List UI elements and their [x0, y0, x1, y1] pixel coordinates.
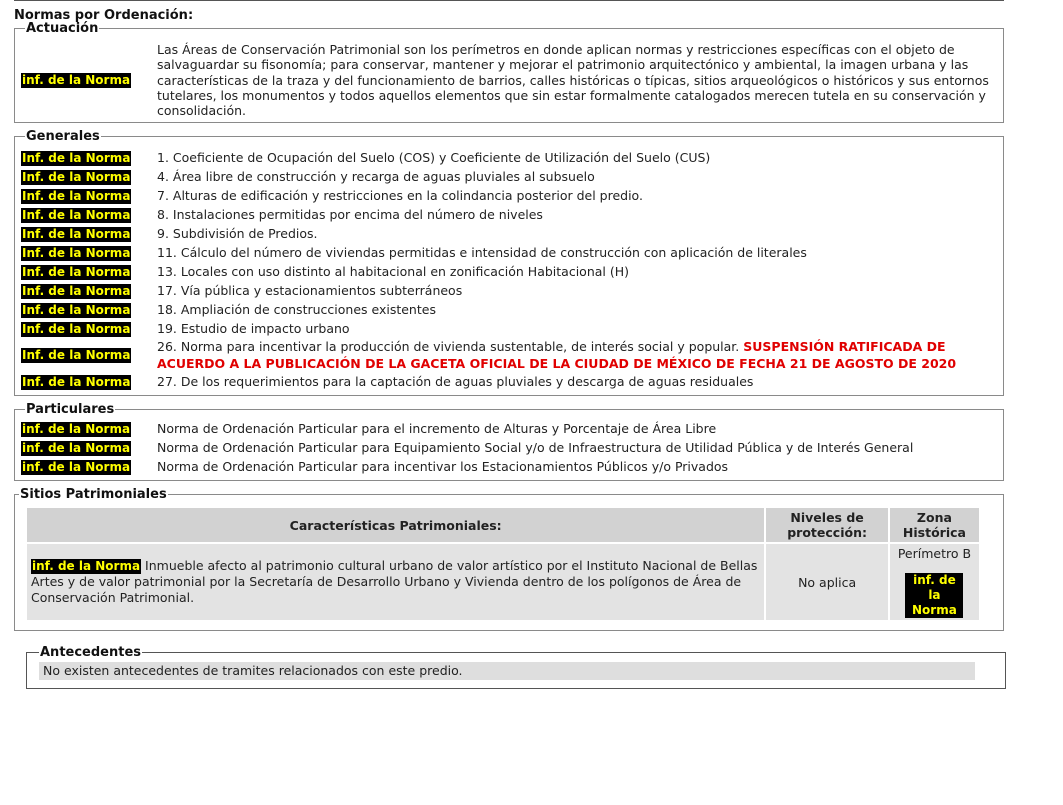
- actuacion-row: [21, 36, 997, 118]
- norma-info-button[interactable]: Inf. de la Norma: [22, 169, 131, 184]
- norma-text: 17. Vía pública y estacionamientos subterráneos: [157, 283, 463, 299]
- sitios-header-row: [27, 508, 979, 542]
- generales-list: [21, 144, 997, 338]
- generales-item: [21, 262, 997, 281]
- header-zona: Zona Histórica: [890, 508, 979, 542]
- sitios-row: [27, 544, 979, 620]
- generales-item: [21, 186, 997, 205]
- norma-info-button[interactable]: Inf. de la Norma: [22, 348, 131, 363]
- niveles-cell: No aplica: [766, 544, 888, 620]
- generales-item-27: [21, 372, 997, 391]
- norma-particular-text: Norma de Ordenación Particular para incentivar los Estacionamientos Públicos y/o Privados: [157, 459, 729, 475]
- caracteristicas-text: Inmueble afecto al patrimonio cultural urbano de valor artístico por el Instituto Nacional de Bellas Artes y de valor patrimonial por la Secretaría de Desarrollo Urbano y Vivienda dentro de los polígonos de Área de Conservación Patrimonial.: [31, 558, 758, 606]
- norma-text: 4. Área libre de construcción y recarga de aguas pluviales al subsuelo: [157, 169, 595, 185]
- norma-info-button[interactable]: Inf. de la Norma: [22, 321, 131, 336]
- antecedentes-message: No existen antecedentes de tramites relacionados con este predio.: [39, 662, 975, 680]
- particulares-item: [21, 457, 997, 476]
- actuacion-section: [14, 21, 1004, 123]
- header-caracteristicas: Características Patrimoniales:: [27, 508, 764, 542]
- norma-info-button[interactable]: inf. de la Norma: [22, 421, 131, 436]
- antecedentes-section: [26, 645, 1006, 689]
- norma-text: 13. Locales con uso distinto al habitacional en zonificación Habitacional (H): [157, 264, 630, 280]
- generales-item: [21, 148, 997, 167]
- norma-info-button[interactable]: Inf. de la Norma: [22, 207, 131, 222]
- generales-item: [21, 300, 997, 319]
- actuacion-info-button[interactable]: inf. de la Norma: [22, 73, 131, 88]
- actuacion-legend: Actuación: [26, 21, 99, 36]
- page-title: Normas por Ordenación:: [14, 8, 194, 23]
- norma-26-text: [157, 338, 997, 372]
- sitios-legend: Sitios Patrimoniales: [20, 487, 167, 503]
- norma-26-description: 26. Norma para incentivar la producción de vivienda sustentable, de interés social y popular.: [157, 339, 744, 355]
- sitios-table: [25, 506, 981, 622]
- norma-info-button[interactable]: inf. de la Norma: [22, 440, 131, 455]
- norma-particular-text: Norma de Ordenación Particular para el incremento de Alturas y Porcentaje de Área Libre: [157, 421, 717, 437]
- particulares-legend: Particulares: [26, 402, 115, 418]
- generales-item: [21, 224, 997, 243]
- generales-legend: Generales: [26, 129, 100, 145]
- antecedentes-legend: Antecedentes: [40, 645, 142, 661]
- norma-particular-text: Norma de Ordenación Particular para Equipamiento Social y/o de Infraestructura de Utilidad Pública y de Interés General: [157, 440, 914, 456]
- particulares-item: [21, 419, 997, 438]
- norma-info-button[interactable]: Inf. de la Norma: [22, 150, 131, 165]
- particulares-section: [14, 402, 1004, 481]
- caracteristicas-cell: [27, 544, 764, 620]
- norma-text: 8. Instalaciones permitidas por encima del número de niveles: [157, 207, 543, 223]
- norma-text: 11. Cálculo del número de viviendas permitidas e intensidad de construcción con aplicación de literales: [157, 245, 807, 261]
- norma-text: 1. Coeficiente de Ocupación del Suelo (COS) y Coeficiente de Utilización del Suelo (CUS): [157, 150, 711, 166]
- top-divider: [14, 0, 1004, 1]
- sitios-section: [14, 487, 1004, 631]
- norma-text: 18. Ampliación de construcciones existentes: [157, 302, 436, 318]
- generales-section: [14, 129, 1004, 396]
- norma-info-button[interactable]: inf. de la Norma: [22, 459, 131, 474]
- particulares-item: [21, 438, 997, 457]
- norma-info-button[interactable]: Inf. de la Norma: [22, 374, 131, 389]
- header-niveles: Niveles de protección:: [766, 508, 888, 542]
- generales-item: [21, 205, 997, 224]
- norma-info-button[interactable]: Inf. de la Norma: [22, 188, 131, 203]
- norma-text: 9. Subdivisión de Predios.: [157, 226, 318, 242]
- generales-item-26: [21, 338, 997, 372]
- norma-info-button[interactable]: Inf. de la Norma: [22, 264, 131, 279]
- norma-info-button[interactable]: Inf. de la Norma: [22, 283, 131, 298]
- sitios-info-button[interactable]: inf. de la Norma: [32, 559, 141, 574]
- norma-info-button[interactable]: Inf. de la Norma: [22, 245, 131, 260]
- norma-text: 7. Alturas de edificación y restricciones en la colindancia posterior del predio.: [157, 188, 643, 204]
- zona-value: Perímetro B: [897, 546, 972, 562]
- zona-info-button[interactable]: inf. de la Norma: [905, 573, 963, 618]
- suspension-notice: SUSPENSIÓN RATIFICADA DE ACUERDO A LA PUBLICACIÓN DE LA GACETA OFICIAL DE LA CIUDAD DE MÉXICO DE FECHA 21 DE AGOSTO DE 2020: [157, 339, 957, 372]
- norma-text: 19. Estudio de impacto urbano: [157, 321, 350, 337]
- norma-info-button[interactable]: Inf. de la Norma: [22, 226, 131, 241]
- generales-item: [21, 167, 997, 186]
- generales-item: [21, 319, 997, 338]
- particulares-list: [21, 417, 997, 476]
- generales-item: [21, 243, 997, 262]
- zona-cell: [890, 544, 979, 620]
- norma-info-button[interactable]: Inf. de la Norma: [22, 302, 131, 317]
- actuacion-description: Las Áreas de Conservación Patrimonial son los perímetros en donde aplican normas y restricciones específicas con el objeto de salvaguardar su fisonomía; para conservar, mantener y mejorar el patrimonio arquitectónico y ambiental, la imagen urbana y las características de la traza y del funcionamiento de barrios, calles históricas o típicas, sitios arqueológicos o históricos y sus entornos tutelares, los monumentos y todos aquellos elementos que sin estar formalmente catalogados merecen tutela en su conservación y consolidación.: [157, 42, 989, 119]
- generales-item: [21, 281, 997, 300]
- norma-27-text: 27. De los requerimientos para la captación de aguas pluviales y descarga de aguas residuales: [157, 374, 754, 390]
